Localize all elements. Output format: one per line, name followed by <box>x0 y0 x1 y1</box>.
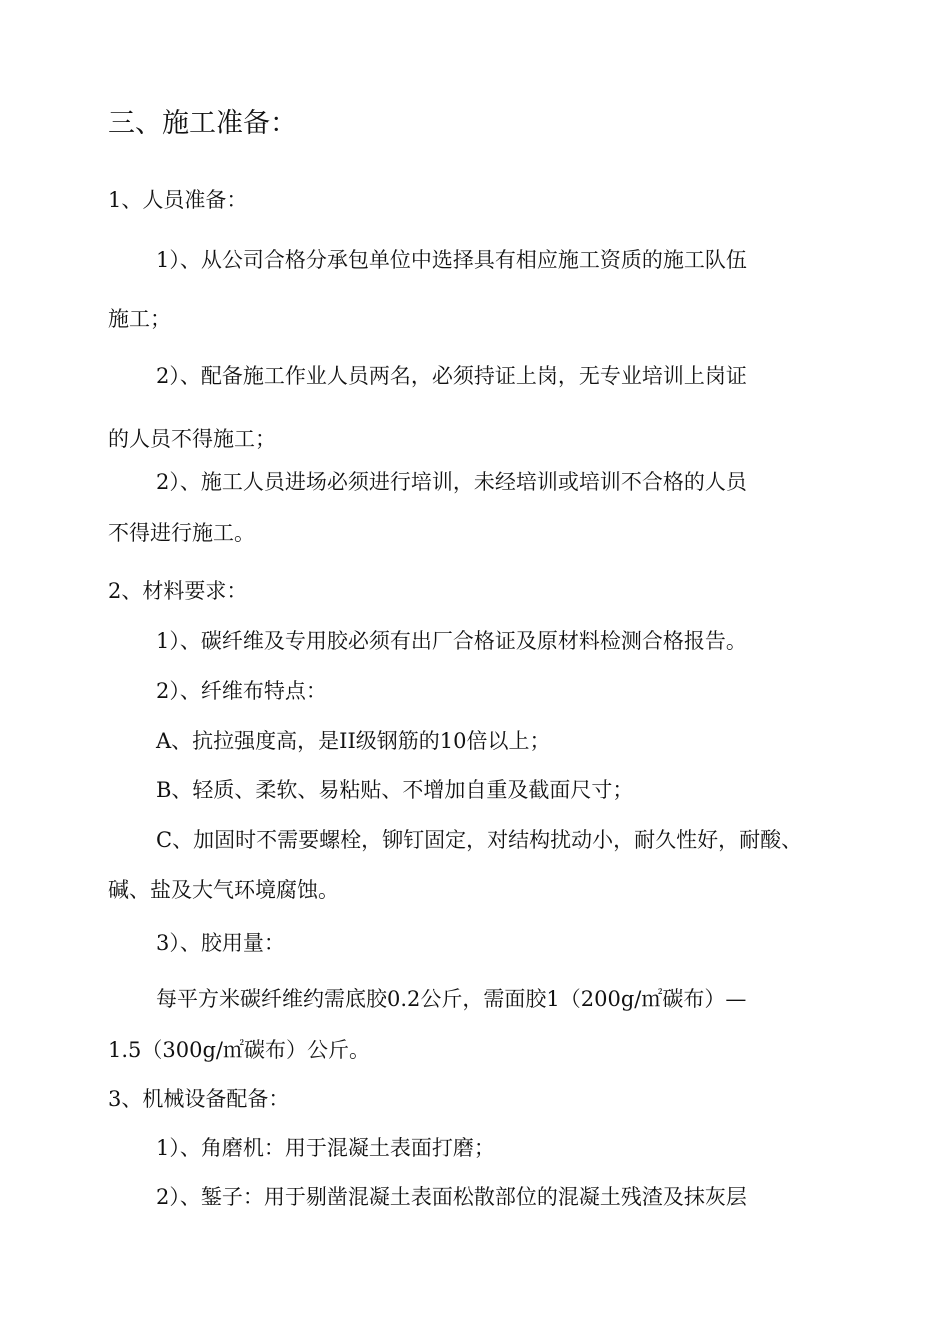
equipment-item-1: 1）、角磨机：用于混凝土表面打磨； <box>156 1136 495 1160</box>
materials-item-3: 3）、胶用量： <box>156 931 285 955</box>
personnel-item-2-line-2: 的人员不得施工； <box>108 427 276 451</box>
materials-item-2: 2）、纤维布特点： <box>156 679 327 703</box>
glue-usage-line-1: 每平方米碳纤维约需底胶0.2公斤，需面胶1（200g/㎡碳布）— <box>156 987 747 1011</box>
personnel-item-2-line-1: 2）、配备施工作业人员两名，必须持证上岗，无专业培训上岗证 <box>156 364 747 388</box>
materials-item-1: 1）、碳纤维及专用胶必须有出厂合格证及原材料检测合格报告。 <box>156 629 747 653</box>
equipment-title: 3、机械设备配备： <box>108 1087 290 1111</box>
materials-point-b: B、轻质、柔软、易粘贴、不增加自重及截面尺寸； <box>156 778 634 802</box>
personnel-item-1-line-1: 1）、从公司合格分承包单位中选择具有相应施工资质的施工队伍 <box>156 248 747 272</box>
personnel-title: 1、人员准备： <box>108 188 248 212</box>
glue-usage-line-2: 1.5（300g/㎡碳布）公斤。 <box>108 1038 370 1062</box>
materials-point-c-line-1: C、加固时不需要螺栓，铆钉固定，对结构扰动小，耐久性好，耐酸、 <box>156 828 803 852</box>
materials-point-a: A、抗拉强度高，是II级钢筋的10倍以上； <box>156 729 551 753</box>
section-heading: 三、施工准备： <box>108 108 297 139</box>
personnel-item-3-line-1: 2）、施工人员进场必须进行培训，未经培训或培训不合格的人员 <box>156 470 747 494</box>
personnel-item-1-line-2: 施工； <box>108 307 171 331</box>
materials-title: 2、材料要求： <box>108 579 248 603</box>
equipment-item-2: 2）、錾子：用于剔凿混凝土表面松散部位的混凝土残渣及抹灰层 <box>156 1185 747 1209</box>
personnel-item-3-line-2: 不得进行施工。 <box>108 521 255 545</box>
materials-point-c-line-2: 碱、盐及大气环境腐蚀。 <box>108 878 339 902</box>
